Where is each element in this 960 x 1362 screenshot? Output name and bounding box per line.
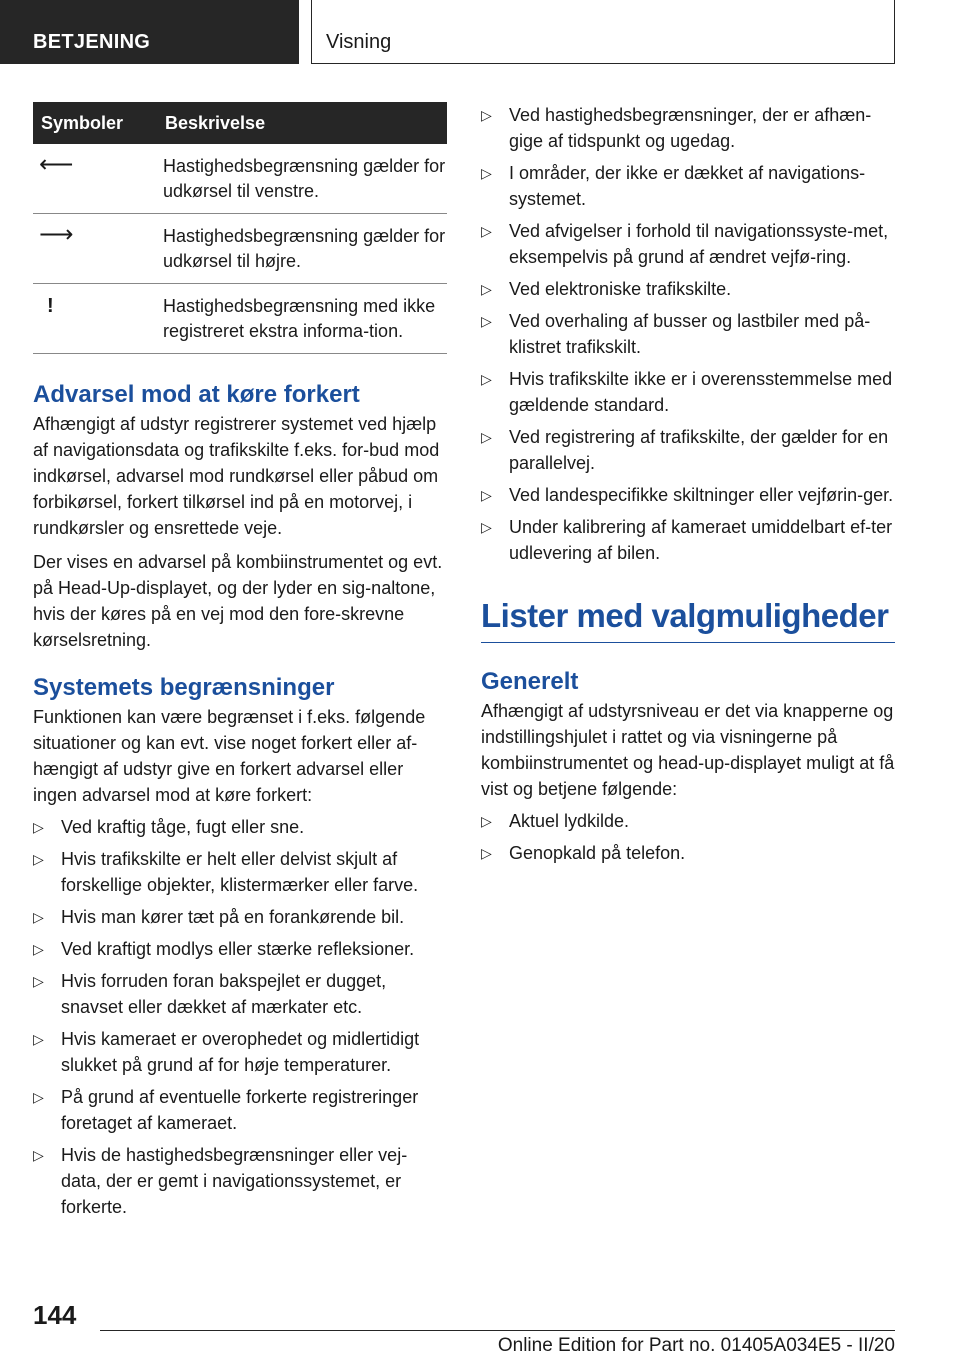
list-item: ▷ Hvis de hastighedsbegrænsninger eller vej-data, der er gemt i navigationssystemet, er forkerte. — [33, 1142, 447, 1220]
list-item: ▷ Genopkald på telefon. — [481, 840, 895, 866]
list-item: ▷ Aktuel lydkilde. — [481, 808, 895, 834]
limitations-list-right — [481, 102, 895, 566]
table-cell: Hastighedsbegrænsning gælder for udkørsel til højre. — [163, 214, 447, 284]
bullet-triangle-icon: ▷ — [33, 941, 44, 957]
table-row — [33, 284, 447, 354]
list-item: ▷ Hvis man kører tæt på en forankørende bil. — [33, 904, 447, 930]
left-column — [33, 102, 447, 1220]
paragraph: Afhængigt af udstyrsniveau er det via knapperne og indstillingshjulet i rattet og via visningerne på kombiinstrumentet og head-up-displayet muligt at få vist og betjene følgende: — [481, 701, 895, 799]
table-header-description: Beskrivelse — [163, 102, 447, 144]
footer-divider — [100, 1330, 895, 1331]
paragraph: Der vises en advarsel på kombiinstrumentet og evt. på Head-Up-displayet, og der lyder en sig-naltone, hvis der køres på en vej mod den fore-skrevne kørselsretning. — [33, 552, 443, 650]
section-heading-general: Generelt — [481, 668, 579, 695]
limitations-list-left — [33, 814, 447, 1220]
list-item: ▷ Ved kraftig tåge, fugt eller sne. — [33, 814, 447, 840]
list-item: ▷ Ved hastighedsbegrænsninger, der er afhæn-gige af tidspunkt og ugedag. — [481, 102, 895, 154]
bullet-triangle-icon: ▷ — [33, 819, 44, 835]
bullet-triangle-icon: ▷ — [481, 371, 492, 387]
list-item: ▷ På grund af eventuelle forkerte registreringer foretaget af kameraet. — [33, 1084, 447, 1136]
bullet-triangle-icon: ▷ — [481, 107, 492, 123]
exclamation-icon: ! — [47, 295, 54, 317]
section-heading-limitations: Systemets begrænsninger — [33, 674, 335, 701]
right-column — [481, 102, 895, 866]
paragraph: Afhængigt af udstyr registrerer systemet ved hjælp af navigationsdata og trafikskilte f.eks. for-bud mod indkørsel, advarsel mod rundkørsel eller påbud om forbikørsel, forkert tilkørsel ind på en motorvej, i rundkørsler og ensrettede veje. — [33, 414, 440, 538]
header-section: BETJENING — [0, 0, 299, 64]
bullet-triangle-icon: ▷ — [481, 223, 492, 239]
bullet-triangle-icon: ▷ — [481, 845, 492, 861]
bullet-triangle-icon: ▷ — [33, 851, 44, 867]
bullet-triangle-icon: ▷ — [481, 519, 492, 535]
footer-edition: Online Edition for Part no. 01405A034E5 - II/20 — [497, 1335, 895, 1356]
list-item: ▷ Ved registrering af trafikskilte, der gælder for en parallelvej. — [481, 424, 895, 476]
table-cell: Hastighedsbegrænsning med ikke registreret ekstra informa-tion. — [163, 284, 447, 354]
table-row — [33, 144, 447, 214]
header-title: Visning — [311, 0, 895, 64]
table-header-symbols: Symboler — [33, 102, 163, 144]
section-heading-wrong-way: Advarsel mod at køre forkert — [33, 381, 360, 408]
symbol-table — [33, 102, 447, 354]
bullet-triangle-icon: ▷ — [481, 813, 492, 829]
list-item: ▷ I områder, der ikke er dækket af navigations-systemet. — [481, 160, 895, 212]
list-item: ▷ Under kalibrering af kameraet umiddelbart ef-ter udlevering af bilen. — [481, 514, 895, 566]
page-header — [0, 0, 960, 66]
bullet-triangle-icon: ▷ — [481, 165, 492, 181]
list-item: ▷ Hvis forruden foran bakspejlet er dugget, snavset eller dækket af mærkater etc. — [33, 968, 447, 1020]
list-item: ▷ Ved landespecifikke skiltninger eller vejførin-ger. — [481, 482, 895, 508]
list-item: ▷ Hvis trafikskilte ikke er i overensstemmelse med gældende standard. — [481, 366, 895, 418]
list-item: ▷ Hvis kameraet er overophedet og midlertidigt slukket på grund af for høje temperaturer. — [33, 1026, 447, 1078]
paragraph: Funktionen kan være begrænset i f.eks. følgende situationer og kan evt. vise noget forkert eller af-hængigt af udstyr give en forkert advarsel eller ingen advarsel mod at køre forkert: — [33, 707, 426, 805]
table-row — [33, 214, 447, 284]
arrow-right-icon: ⟶ — [39, 221, 74, 248]
bullet-triangle-icon: ▷ — [33, 973, 44, 989]
list-item: ▷ Ved elektroniske trafikskilte. — [481, 276, 895, 302]
bullet-triangle-icon: ▷ — [33, 1147, 44, 1163]
list-item: ▷ Ved overhaling af busser og lastbiler med på-klistret trafikskilt. — [481, 308, 895, 360]
bullet-triangle-icon: ▷ — [33, 909, 44, 925]
arrow-left-icon: ⟵ — [39, 151, 74, 178]
page-number: 144 — [33, 1300, 77, 1330]
bullet-triangle-icon: ▷ — [481, 487, 492, 503]
chapter-heading-option-lists: Lister med valgmuligheder — [481, 597, 889, 634]
list-item: ▷ Hvis trafikskilte er helt eller delvist skjult af forskellige objekter, klistermærker eller farve. — [33, 846, 447, 898]
bullet-triangle-icon: ▷ — [33, 1089, 44, 1105]
bullet-triangle-icon: ▷ — [481, 429, 492, 445]
list-item: ▷ Ved kraftigt modlys eller stærke refleksioner. — [33, 936, 447, 962]
list-item: ▷ Ved afvigelser i forhold til navigationssyste-met, eksempelvis på grund af ændret vejfø-ring. — [481, 218, 895, 270]
bullet-triangle-icon: ▷ — [481, 281, 492, 297]
options-list — [481, 808, 895, 866]
bullet-triangle-icon: ▷ — [33, 1031, 44, 1047]
bullet-triangle-icon: ▷ — [481, 313, 492, 329]
table-cell: Hastighedsbegrænsning gælder for udkørsel til venstre. — [163, 144, 447, 214]
chapter-heading-wrap — [481, 596, 895, 643]
